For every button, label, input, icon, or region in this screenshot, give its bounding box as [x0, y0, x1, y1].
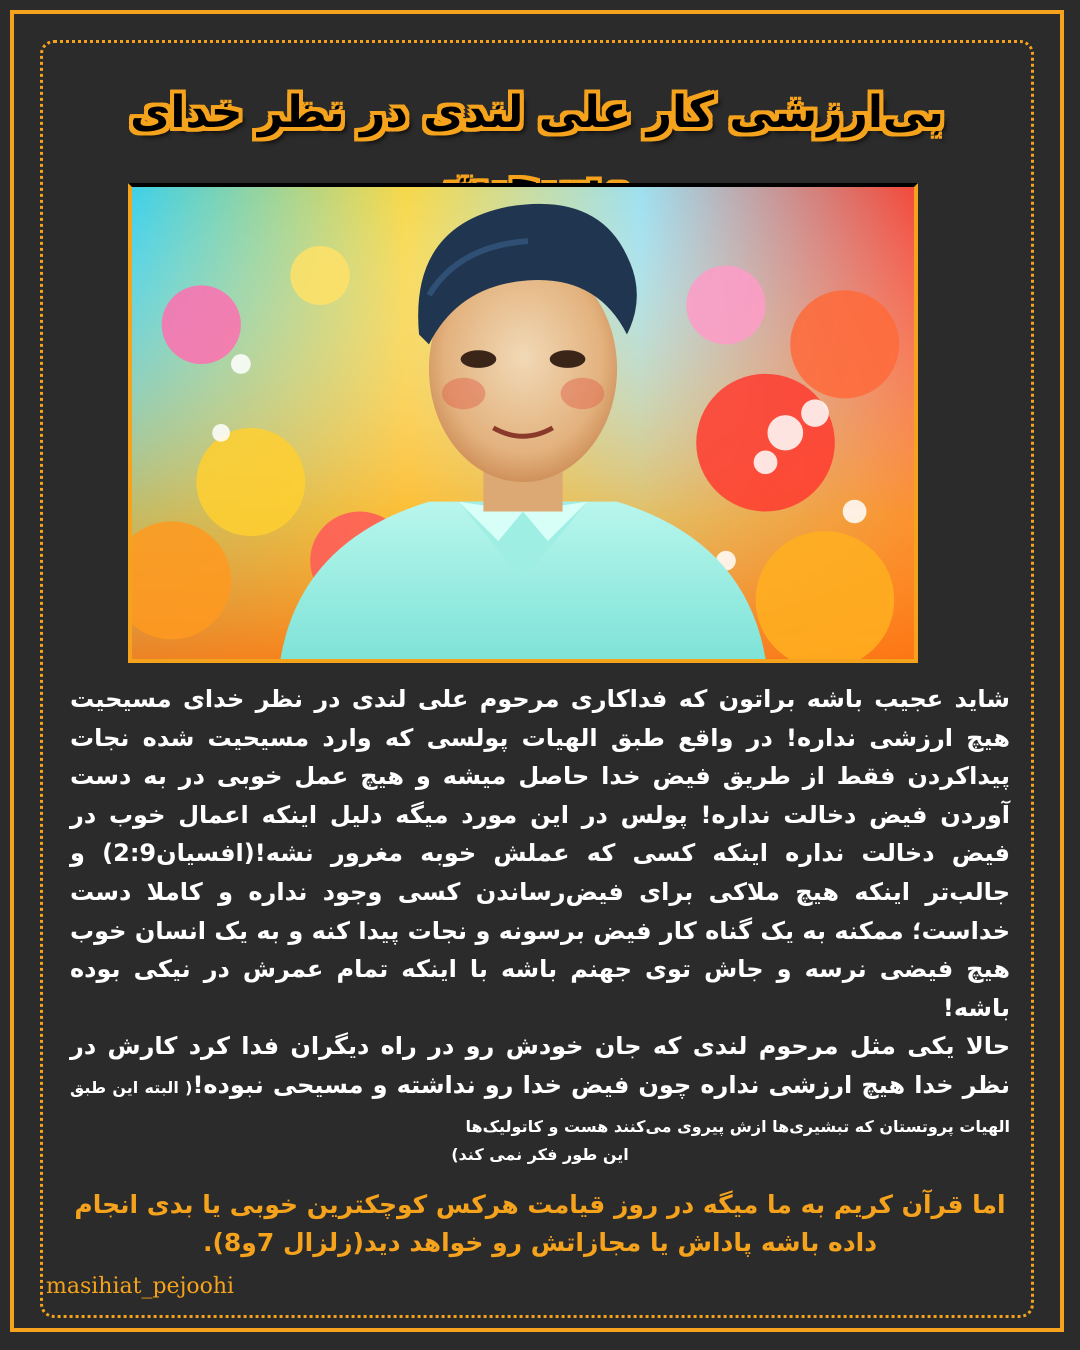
quran-statement: اما قرآن کریم به ما میگه در روز قیامت هرکس کوچکترین خوبی یا بدی انجام داده باشه پاداش یا مجازاتش رو خواهد دید(زلزال 7و8).	[74, 1190, 1006, 1257]
portrait-illustration	[132, 187, 914, 659]
protestant-note: ( البته این طبق الهیات پروتستان که تبشیری‌ها ازش پیروی می‌کنند هست و کاتولیک‌ها	[70, 1077, 1010, 1136]
watermark: masihiat_pejoohi	[46, 1274, 235, 1299]
body-paragraph-2-text: حالا یکی مثل مرحوم لندی که جان خودش رو در راه دیگران فدا کرد کارش در نظر خدا هیچ ارزشی نداره چون فیض خدا رو نداشته و مسیحی نبوده!	[70, 1032, 1011, 1099]
body-text	[70, 680, 1010, 1167]
body-paragraph-1: شاید عجیب باشه براتون که فداکاری مرحوم علی لندی در نظر خدای مسیحیت هیچ ارزشی نداره! در واقع طبق الهیات پولسی که وارد مسیحیت شده نجات پیداکردن فقط از طریق فیض خدا حاصل میشه و هیچ عمل خوبی در به دست آوردن فیض دخالت نداره! پولس در این مورد میگه دلیل اینکه اعمال خوب در فیض دخالت نداره اینکه کسی که عملش خوبه مغرور نشه!(افسیان2:9) و جالب‌تر اینکه هیچ ملاکی برای فیض‌رساندن کسی وجود نداره و کاملا دست خداست؛ ممکنه به یک گناه کار فیض برسونه و نجات پیدا کنه و به یک انسان خوب هیچ فیضی نرسه و جاش توی جهنم باشه با اینکه تمام عمرش در نیکی بوده باشه!	[70, 685, 1011, 1022]
portrait-image	[128, 183, 918, 663]
page-title: بی‌ارزشی کار علی لندی در نظر خدای	[130, 87, 944, 138]
body-paragraph-2	[70, 1027, 1010, 1143]
protestant-note-end: این طور فکر نمی کند)	[451, 1145, 629, 1165]
